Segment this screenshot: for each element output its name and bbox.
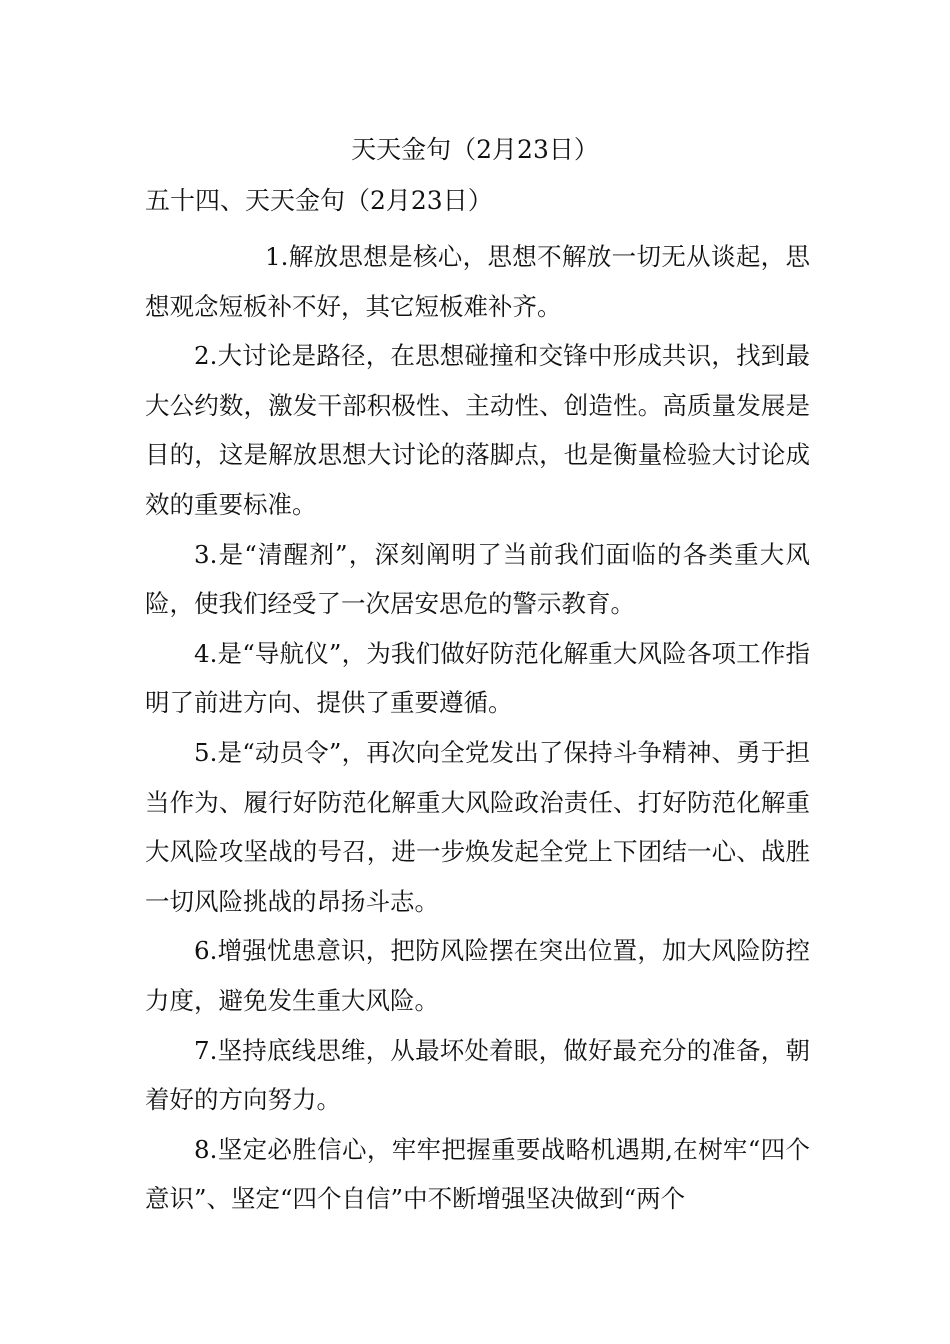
paragraph-7: 7.坚持底线思维，从最坏处着眼，做好最充分的准备，朝着好的方向努力。 [145,1035,810,1115]
paragraph-3: 3.是“清醒剂”，深刻阐明了当前我们面临的各类重大风险，使我们经受了一次居安思危的警示教育。 [145,539,810,619]
section-heading: 五十四、天天金句（2月23日） [145,186,493,215]
page-title: 天天金句（2月23日） [351,135,599,164]
paragraph-2: 2.大讨论是路径，在思想碰撞和交锋中形成共识，找到最大公约数，激发干部积极性、主动性、创造性。高质量发展是目的，这是解放思想大讨论的落脚点，也是衡量检验大讨论成效的重要标准。 [145,341,810,519]
paragraph-1: 1.解放思想是核心，思想不解放一切无从谈起，思想观念短板补不好，其它短板难补齐。 [145,242,810,321]
body-text [145,232,810,1224]
paragraph-6: 6.增强忧患意识，把防风险摆在突出位置，加大风险防控力度，避免发生重大风险。 [145,936,810,1015]
paragraph-4: 4.是“导航仪”，为我们做好防范化解重大风险各项工作指明了前进方向、提供了重要遵循。 [145,638,810,718]
paragraph-8: 8.坚定必胜信心，牢牢把握重要战略机遇期,在树牢“四个意识”、坚定“四个自信”中不断增强坚决做到“两个 [145,1134,810,1214]
paragraph-5: 5.是“动员令”，再次向全党发出了保持斗争精神、勇于担当作为、履行好防范化解重大风险政治责任、打好防范化解重大风险攻坚战的号召，进一步焕发起全党上下团结一心、战胜一切风险挑战的昂扬斗志。 [145,737,810,916]
